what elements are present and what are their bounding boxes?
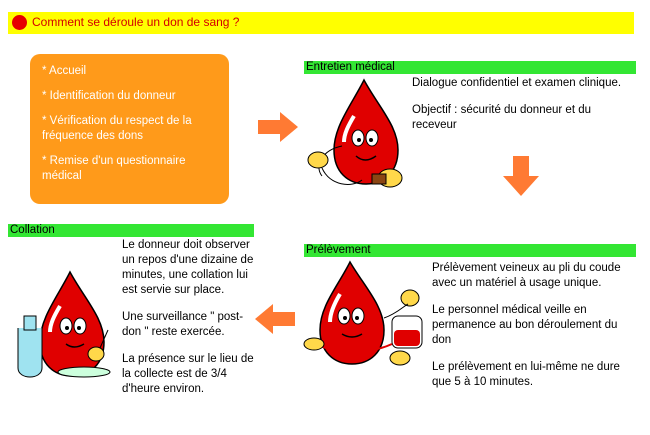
- page-title: Comment se déroule un don de sang ?: [32, 15, 240, 29]
- reception-step: * Accueil: [42, 65, 87, 77]
- collection-heading: Prélèvement: [304, 244, 636, 257]
- title-bar: [8, 12, 634, 34]
- interview-paragraph: Dialogue confidentiel et examen clinique.: [412, 77, 622, 89]
- collection-paragraph: Le prélèvement en lui-même ne dure que 5 à 10 minutes.: [432, 361, 620, 388]
- blood-drop-doctor-icon: [302, 76, 410, 194]
- blood-drop-snack-icon: [8, 268, 123, 388]
- snack-paragraph: Le donneur doit observer un repos d'une dizaine de minutes, une collation lui est servie sur place.: [122, 239, 254, 296]
- interview-heading: Entretien médical: [304, 61, 636, 74]
- red-dot-icon: [12, 15, 27, 30]
- reception-step: * Vérification du respect de la fréquence des dons: [42, 115, 192, 142]
- interview-paragraph: Objectif : sécurité du donneur et du receveur: [412, 104, 591, 131]
- snack-heading: Collation: [8, 224, 254, 237]
- reception-steps-box: [30, 54, 229, 204]
- reception-steps-list: [30, 54, 229, 184]
- arrow-right-icon: [258, 112, 300, 142]
- arrow-down-icon: [503, 156, 539, 198]
- blood-drop-donor-icon: [300, 258, 430, 368]
- collection-paragraph: Prélèvement veineux au pli du coude avec un matériel à usage unique.: [432, 262, 621, 289]
- reception-step: * Remise d'un questionnaire médical: [42, 155, 186, 182]
- snack-paragraph: La présence sur le lieu de la collecte est de 3/4 d'heure environ.: [122, 353, 254, 395]
- reception-step: * Identification du donneur: [42, 90, 176, 102]
- collection-text: [432, 261, 637, 402]
- interview-text: [412, 76, 637, 145]
- snack-paragraph: Une surveillance " post-don " reste exercée.: [122, 311, 244, 338]
- arrow-left-icon: [253, 304, 295, 334]
- snack-text: [122, 238, 254, 409]
- collection-paragraph: Le personnel médical veille en permanence au bon déroulement du don: [432, 304, 618, 346]
